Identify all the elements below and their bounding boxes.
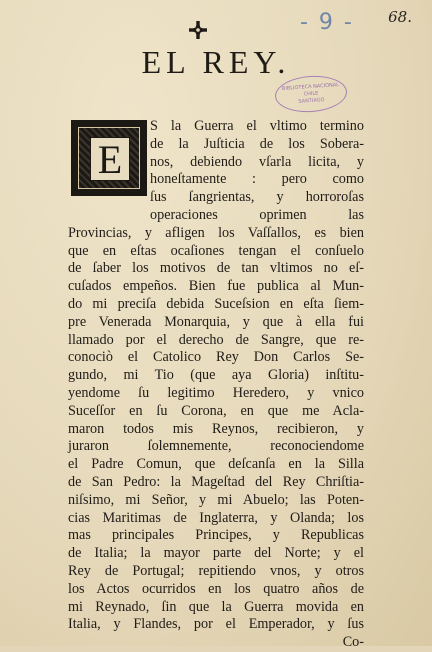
stamp-line: SANTIAGO	[298, 97, 325, 105]
text-line: Suceſſor en ſu Corona, en que me Acla-	[68, 402, 364, 419]
cross-ornament-icon	[188, 20, 208, 40]
text-line: gundo, mi Tio (que aya Gloria) inſtitu-	[68, 367, 364, 384]
text-line: mi Reynado, ſin que la Guerra movida en	[68, 598, 364, 615]
text-line: nos, debiendo vſarla licita, y	[150, 153, 364, 170]
text-line: mas principales Principes, y Republicas	[68, 527, 364, 544]
text-line: cias Maritimas de Inglaterra, y Olanda; los	[68, 509, 364, 526]
page-number: 68.	[388, 8, 412, 26]
text-line: honeſtamente : pero como	[150, 171, 364, 188]
text-line: do mi preciſa debida Suceſsion en eſta ſiem-	[68, 295, 364, 312]
stamp-line: CHILE	[303, 90, 319, 98]
text-line: maron todos mis Reynos, recibieron, y	[68, 420, 364, 437]
text-line: el Padre Comun, que deſcanſa en la Silla	[68, 456, 364, 473]
text-line: Provincias, y afligen los Vaſſallos, es bien	[68, 224, 364, 241]
drop-cap-letter: E	[90, 137, 130, 181]
text-line: que en eſtas ocaſiones tengan el conſuelo	[68, 242, 364, 259]
text-line: pre Venerada Monarquia, y que à ella fui	[68, 313, 364, 330]
text-line: los Actos ocurridos en los quatro años de	[68, 580, 364, 597]
text-line: de ſaber los motivos de tan vltimos no eſ-	[68, 260, 364, 277]
document-title: EL REY.	[141, 44, 291, 80]
text-line: S la Guerra el vltimo termino	[150, 118, 364, 134]
text-line: niſsimo, mi Señor, y mi Abuelo; las Poten-	[68, 491, 364, 508]
text-line: cuſados empeños. Bien fue publica al Mun-	[68, 278, 364, 295]
stamp-line: BIBLIOTECA NACIONAL	[281, 82, 340, 93]
text-line: de San Pedro: la Mageſtad del Rey Chriſtia-	[68, 473, 364, 490]
text-line: llamado por el derecho de Sangre, que re-	[68, 331, 364, 348]
text-line: Rey de Portugal; repitiendo vnos, y otros	[68, 562, 364, 579]
text-line: Italia, y Flandes, por el Emperador, y ſus	[68, 616, 364, 633]
text-line: juraron ſolemnemente, reconociendome	[68, 438, 364, 455]
text-line: de Italia; la mayor parte del Norte; y el	[68, 545, 364, 562]
text-line: yendome ſu legitimo Heredero, y vnico	[68, 384, 364, 401]
text-line: conociò el Catolico Rey Don Carlos Se-	[68, 349, 364, 366]
handwritten-shelf-mark: - 9 -	[300, 10, 354, 35]
text-line: de la Juſticia de los Sobera-	[150, 135, 364, 152]
text-line: ſus ſangrientas, y horroroſas	[150, 189, 364, 206]
body-text	[68, 118, 364, 652]
catchword: Co-	[342, 634, 364, 651]
text-line: operaciones oprimen las	[150, 206, 364, 223]
